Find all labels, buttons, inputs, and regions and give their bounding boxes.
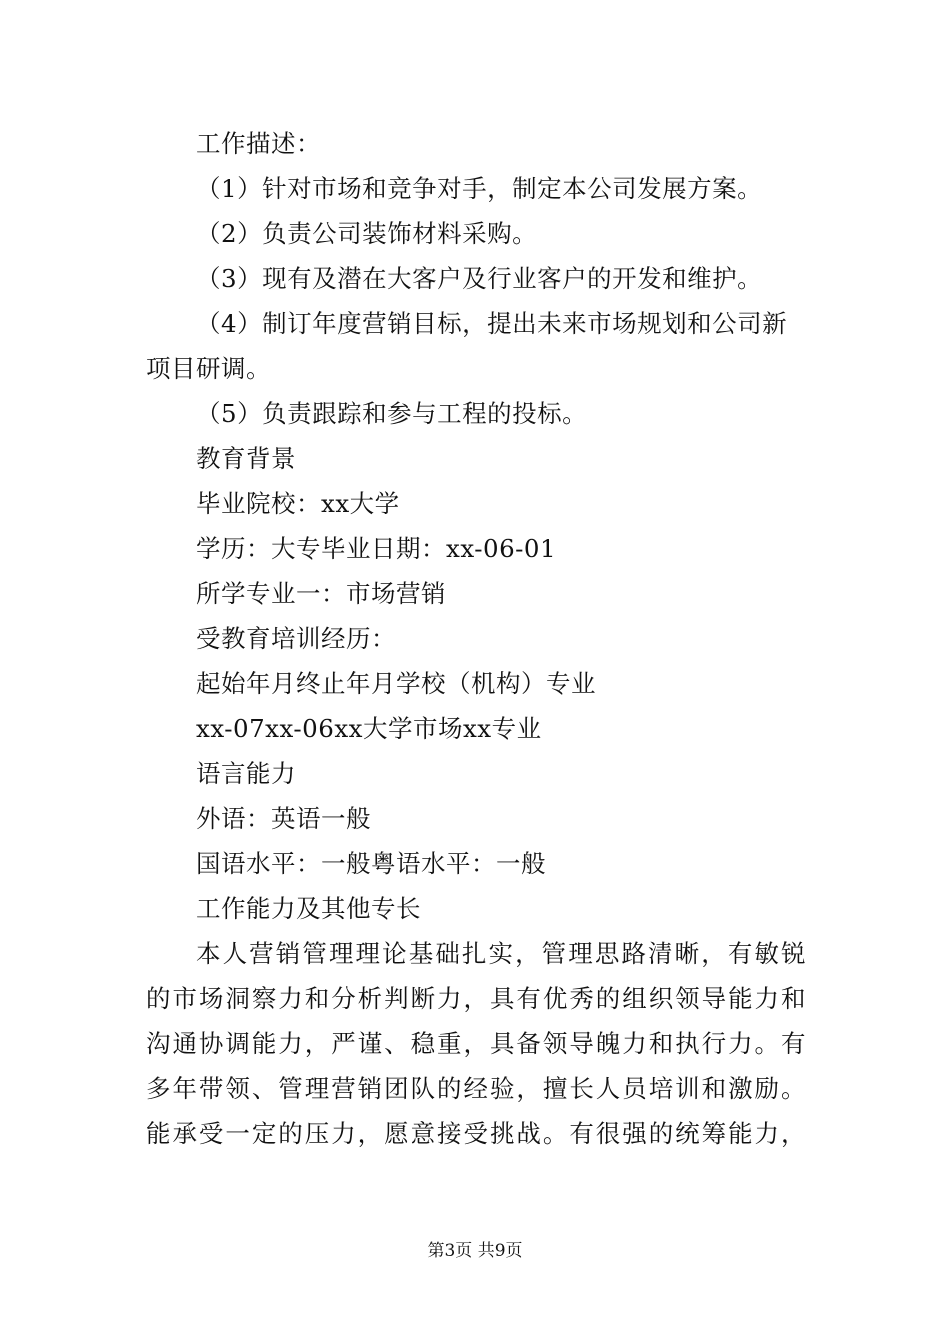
section-heading-education: 教育背景	[196, 444, 296, 473]
skills-paragraph-line-5: 能承受一定的压力，愿意接受挑战。有很强的统筹能力，	[146, 1119, 806, 1148]
duty-item-4: （4）制订年度营销目标，提出未来市场规划和公司新	[196, 309, 788, 338]
section-heading-job-description: 工作描述：	[196, 129, 321, 158]
section-heading-skills: 工作能力及其他专长	[196, 894, 421, 923]
training-table-row: xx-07xx-06xx大学市场xx专业	[196, 714, 542, 743]
duty-item-1: （1）针对市场和竞争对手，制定本公司发展方案。	[196, 174, 763, 203]
degree-and-graduation-date: 学历：大专毕业日期：xx-06-01	[196, 534, 557, 563]
major: 所学专业一：市场营销	[196, 579, 446, 608]
graduated-school: 毕业院校：xx大学	[196, 489, 400, 518]
duty-item-4-continued: 项目研调。	[146, 354, 271, 383]
training-history-label: 受教育培训经历：	[196, 624, 396, 653]
foreign-language: 外语：英语一般	[196, 804, 371, 833]
skills-paragraph-line-2: 的市场洞察力和分析判断力，具有优秀的组织领导能力和	[146, 984, 806, 1013]
skills-paragraph-line-1: 本人营销管理理论基础扎实，管理思路清晰，有敏锐	[196, 939, 806, 968]
section-heading-language: 语言能力	[196, 759, 296, 788]
duty-item-2: （2）负责公司装饰材料采购。	[196, 219, 538, 248]
page-number-footer: 第3页 共9页	[427, 1241, 523, 1261]
skills-paragraph-line-4: 多年带领、管理营销团队的经验，擅长人员培训和激励。	[146, 1074, 806, 1103]
duty-item-3: （3）现有及潜在大客户及行业客户的开发和维护。	[196, 264, 763, 293]
mandarin-cantonese-level: 国语水平：一般粤语水平：一般	[196, 849, 546, 878]
training-table-header: 起始年月终止年月学校（机构）专业	[196, 669, 596, 698]
skills-paragraph-line-3: 沟通协调能力，严谨、稳重，具备领导魄力和执行力。有	[146, 1029, 806, 1058]
duty-item-5: （5）负责跟踪和参与工程的投标。	[196, 399, 588, 428]
